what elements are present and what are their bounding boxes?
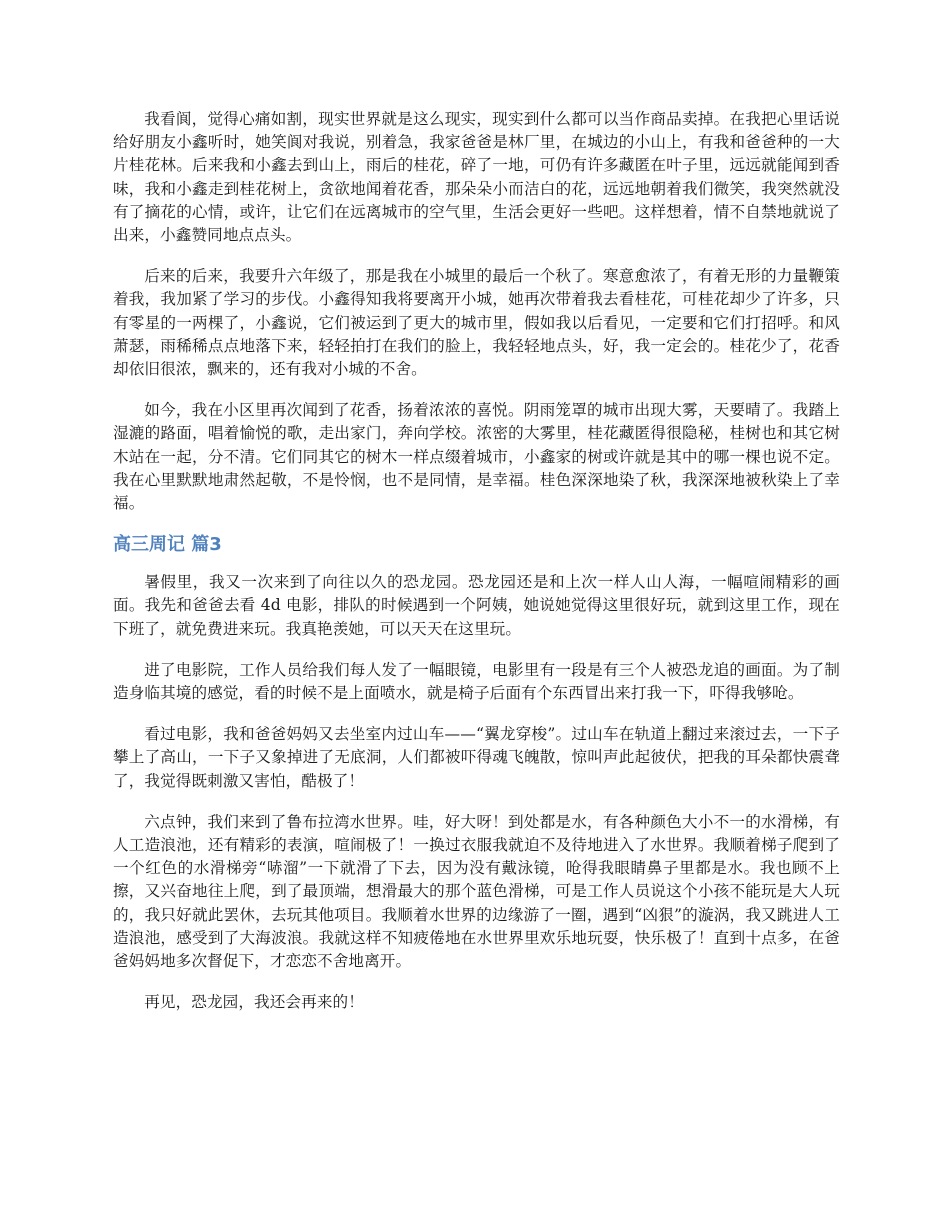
- section-heading: 高三周记 篇3: [113, 534, 222, 556]
- paragraph: 我看阆，觉得心痛如割，现实世界就是这么现实，现实到什么都可以当作商品卖掉。在我把心里话说给好朋友小鑫听时，她笑阆对我说，别着急，我家爸爸是林厂里，在城边的小山上，有我和爸爸种的一大片桂花林。后来我和小鑫去到山上，雨后的桂花，碎了一地，可仍有许多藏匿在叶子里，远远就能闻到香味，我和小鑫走到桂花树上，贪欲地闻着花香，那朵朵小而洁白的花，远远地朝着我们微笑，我突然就没有了摘花的心情，或许，让它们在远离城市的空气里，生活会更好一些吧。这样想着，情不自禁地就说了出来，小鑫赞同地点点头。: [113, 110, 840, 245]
- paragraph: 六点钟，我们来到了鲁布拉湾水世界。哇，好大呀！到处都是水，有各种颜色大小不一的水滑梯，有人工造浪池，还有精彩的表演，喧闹极了！一换过衣服我就迫不及待地进入了水世界。我顺着梯子爬到了一个红色的水滑梯旁“哧溜”一下就滑了下去，因为没有戴泳镜，呛得我眼睛鼻子里都是水。我也顾不上擦，又兴奋地往上爬，到了最顶端，想滑最大的那个蓝色滑梯，可是工作人员说这个小孩不能玩是大人玩的，我只好就此罢休，去玩其他项目。我顺着水世界的边缘游了一圈，遇到“凶狠”的漩涡，我又跳进人工造浪池，感受到了大海波浪。我就这样不知疲倦地在水世界里欢乐地玩耍，快乐极了！直到十点多，在爸爸妈妈地多次督促下，才恋恋不舍地离开。: [113, 812, 840, 971]
- paragraph: 看过电影，我和爸爸妈妈又去坐室内过山车——“翼龙穿梭”。过山车在轨道上翻过来滚过去，一下子攀上了高山，一下子又象掉进了无底洞，人们都被吓得魂飞魄散，惊叫声此起彼伏，把我的耳朵都快震聋了，我觉得既刺激又害怕，酷极了！: [113, 725, 840, 790]
- paragraph: 如今，我在小区里再次闻到了花香，扬着浓浓的喜悦。阴雨笼罩的城市出现大雾，天要晴了。我踏上湿漉的路面，唱着愉悦的歌，走出家门，奔向学校。浓密的大雾里，桂花藏匿得很隐秘，桂树也和其它树木站在一起，分不清。它们同其它的树木一样点缀着城市，小鑫家的树或许就是其中的哪一棵也说不定。我在心里默默地肃然起敬，不是怜悯，也不是同情，是幸福。桂色深深地染了秋，我深深地被秋染上了幸福。: [113, 401, 840, 513]
- paragraph: 后来的后来，我要升六年级了，那是我在小城里的最后一个秋了。寒意愈浓了，有着无形的力量鞭策着我，我加紧了学习的步伐。小鑫得知我将要离开小城，她再次带着我去看桂花，可桂花却少了许多，只有零星的一两棵了，小鑫说，它们被运到了更大的城市里，假如我以后看见，一定要和它们打招呼。和风萧瑟，雨稀稀点点地落下来，轻轻拍打在我们的脸上，我轻轻地点头，好，我一定会的。桂花少了，花香却依旧很浓，飘来的，还有我对小城的不舍。: [113, 267, 840, 379]
- paragraph: 暑假里，我又一次来到了向往以久的恐龙园。恐龙园还是和上次一样人山人海，一幅喧闹精彩的画面。我先和爸爸去看 4d 电影，排队的时候遇到一个阿姨，她说她觉得这里很好玩，就到这里工作，现在下班了，就免费进来玩。我真艳羡她，可以天天在这里玩。: [113, 573, 840, 638]
- paragraph: 再见，恐龙园，我还会再来的！: [144, 993, 364, 1012]
- document-page: [113, 108, 840, 1033]
- paragraph: 进了电影院，工作人员给我们每人发了一幅眼镜，电影里有一段是有三个人被恐龙追的画面。为了制造身临其境的感觉，看的时候不是上面喷水，就是椅子后面有个东西冒出来打我一下，吓得我够呛。: [113, 660, 840, 703]
